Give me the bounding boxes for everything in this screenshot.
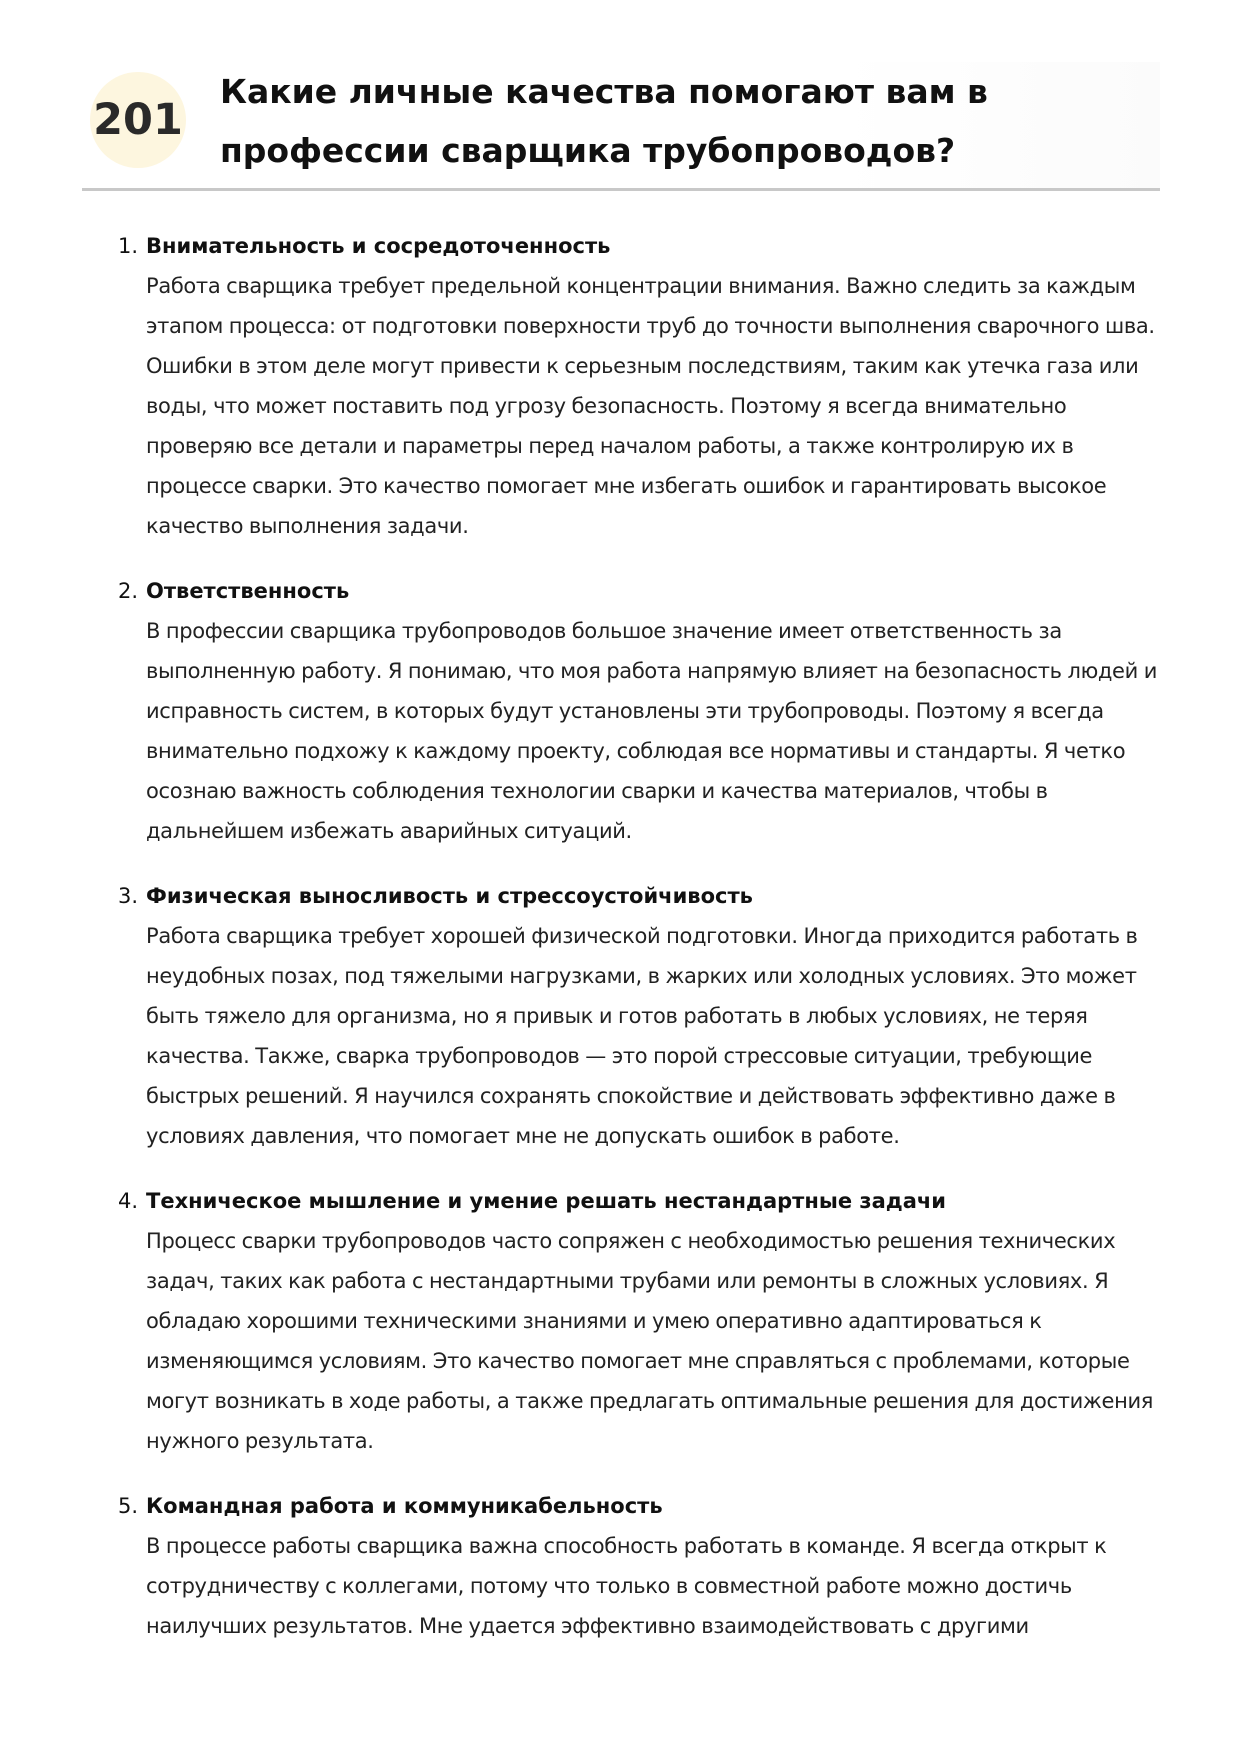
list-item-number: 1.: [118, 234, 139, 258]
question-header: [82, 62, 1160, 191]
list-item: [114, 226, 1164, 546]
list-item-body: Работа сварщика требует хорошей физической подготовки. Иногда приходится работать в неудобных позах, под тяжелыми нагрузками, в жарких или холодных условиях. Это может быть тяжело для организма, но я привык и готов работать в любых условиях, не теряя качества. Также, сварка трубопроводов — это порой стрессовые ситуации, требующие быстрых решений. Я научился сохранять спокойствие и действовать эффективно даже в условиях давления, что помогает мне не допускать ошибок в работе.: [146, 924, 1138, 1148]
list-item: [114, 876, 1164, 1156]
list-item-title: Внимательность и сосредоточенность: [146, 234, 611, 258]
list-item-number: 3.: [118, 884, 139, 908]
list-item-number: 5.: [118, 1494, 139, 1518]
list-item-number: 2.: [118, 579, 139, 603]
list-item-title: Командная работа и коммуникабельность: [146, 1494, 663, 1518]
list-item-body: В процессе работы сварщика важна способность работать в команде. Я всегда открыт к сотрудничеству с коллегами, потому что только в совместной работе можно достичь наилучших результатов. Мне удается эффективно взаимодействовать с другими: [146, 1534, 1107, 1638]
list-item-body: Процесс сварки трубопроводов часто сопряжен с необходимостью решения технических задач, таких как работа с нестандартными трубами или ремонты в сложных условиях. Я обладаю хорошими техническими знаниями и умею оперативно адаптироваться к изменяющимся условиям. Это качество помогает мне справляться с проблемами, которые могут возникать в ходе работы, а также предлагать оптимальные решения для достижения нужного результата.: [146, 1229, 1154, 1453]
list-item-title: Ответственность: [146, 579, 350, 603]
answer-list: [114, 226, 1164, 1671]
list-item: [114, 1181, 1164, 1461]
question-number-badge: 201: [90, 72, 186, 168]
list-item-body: В профессии сварщика трубопроводов большое значение имеет ответственность за выполненную работу. Я понимаю, что моя работа напрямую влияет на безопасность людей и исправность систем, в которых будут установлены эти трубопроводы. Поэтому я всегда внимательно подхожу к каждому проекту, соблюдая все нормативы и стандарты. Я четко осознаю важность соблюдения технологии сварки и качества материалов, чтобы в дальнейшем избежать аварийных ситуаций.: [146, 619, 1158, 843]
list-item: [114, 1486, 1164, 1646]
list-item-title: Физическая выносливость и стрессоустойчивость: [146, 884, 753, 908]
list-item-body: Работа сварщика требует предельной концентрации внимания. Важно следить за каждым этапом процесса: от подготовки поверхности труб до точности выполнения сварочного шва. Ошибки в этом деле могут привести к серьезным последствиям, таким как утечка газа или воды, что может поставить под угрозу безопасность. Поэтому я всегда внимательно проверяю все детали и параметры перед началом работы, а также контролирую их в процессе сварки. Это качество помогает мне избегать ошибок и гарантировать высокое качество выполнения задачи.: [146, 274, 1155, 538]
list-item-number: 4.: [118, 1189, 139, 1213]
list-item: [114, 571, 1164, 851]
list-item-title: Техническое мышление и умение решать нестандартные задачи: [146, 1189, 947, 1213]
question-title: Какие личные качества помогают вам в профессии сварщика трубопроводов?: [220, 72, 988, 170]
